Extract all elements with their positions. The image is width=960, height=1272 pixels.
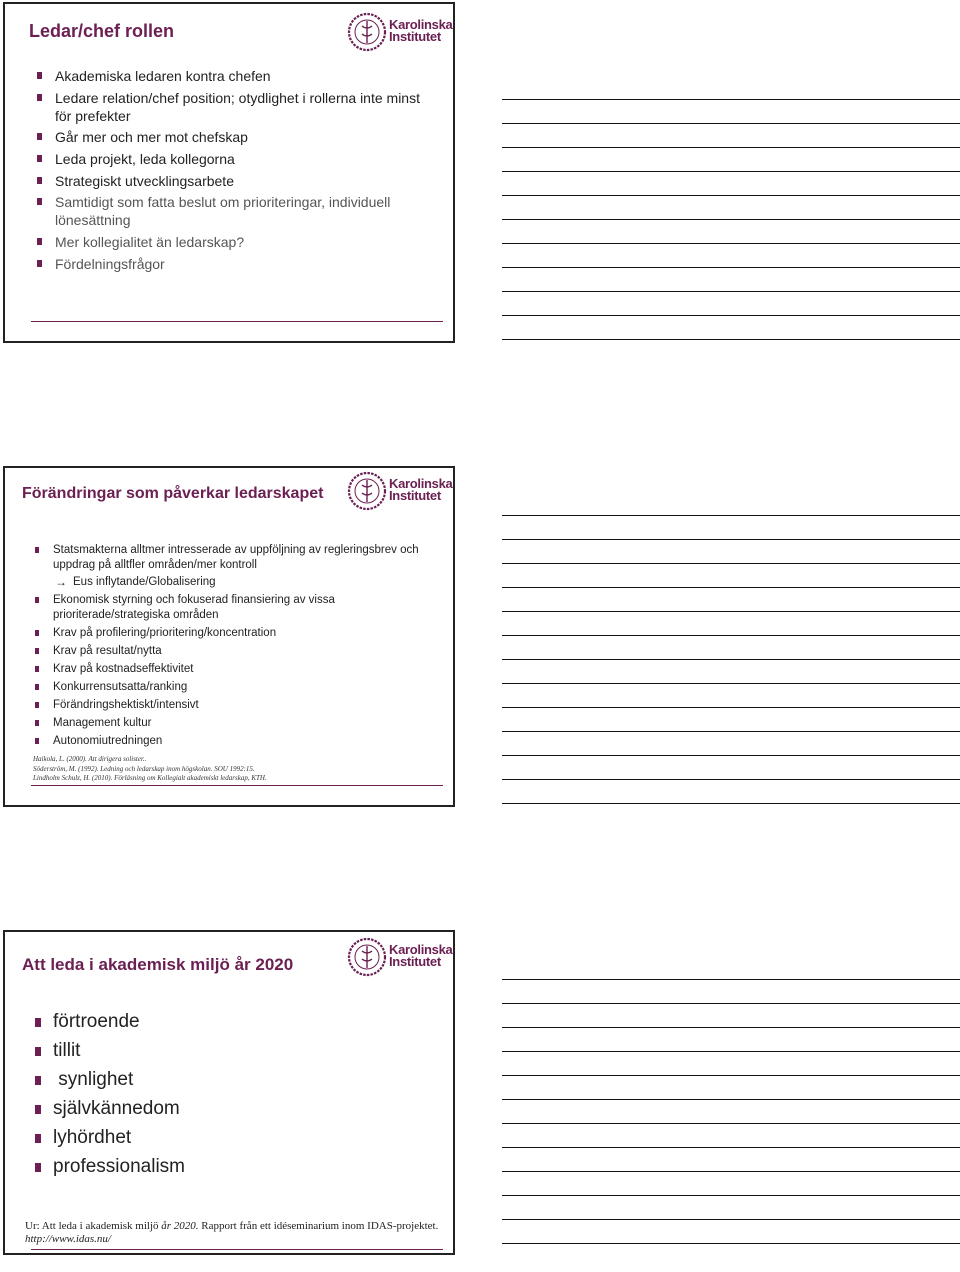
note-line [502,243,960,244]
list-item: Akademiska ledaren kontra chefen [37,67,437,85]
seal-icon [347,471,387,511]
note-line [502,267,960,268]
list-item: lyhördhet [35,1126,435,1150]
note-line [502,99,960,100]
note-line [502,339,960,340]
note-line [502,635,960,636]
slide-title: Förändringar som påverkar ledarskapet [22,485,324,502]
list-item: → Eus inflytande/Globalisering [55,575,216,589]
slide-2 [3,466,455,807]
arrow-right-icon: → [55,575,67,589]
seal-icon [347,12,387,52]
footer-divider [31,1249,443,1250]
list-item: självkännedom [35,1097,435,1121]
source-link[interactable]: http://www.idas.nu/ [25,1233,111,1245]
note-line [502,755,960,756]
note-line [502,291,960,292]
notes-lines [502,0,960,1272]
note-line [502,219,960,220]
note-line [502,123,960,124]
note-line [502,539,960,540]
bullet-list [35,543,445,752]
note-line [502,587,960,588]
list-item: Management kultur [35,716,445,731]
note-line [502,659,960,660]
reference: Söderström, M. (1992). Ledning och ledarskap inom högskolan. SOU 1992:15. [33,764,255,773]
note-line [502,779,960,780]
slide-3 [3,930,455,1255]
bullet-list [35,1010,435,1184]
footer-divider [31,321,443,322]
karolinska-logo [347,12,453,54]
karolinska-logo [347,937,453,979]
note-line [502,1003,960,1004]
list-item: Förändringshektiskt/intensivt [35,698,445,713]
note-line [502,1171,960,1172]
note-line [502,611,960,612]
source-note: Ur: Att leda i akademisk miljö år 2020. Rapport från ett idéseminarium inom IDAS-projektet. http://www.idas.nu/ [25,1220,439,1245]
slide-1 [3,2,455,343]
note-line [502,1219,960,1220]
note-line [502,1027,960,1028]
note-line [502,195,960,196]
list-item: förtroende [35,1010,435,1034]
note-line [502,803,960,804]
list-item: Konkurrensutsatta/ranking [35,680,445,695]
note-line [502,563,960,564]
note-line [502,683,960,684]
list-item: Krav på resultat/nytta [35,644,445,659]
note-line [502,731,960,732]
slide-title: Ledar/chef rollen [29,21,175,41]
list-item: Fördelningsfrågor [37,255,437,273]
list-item: Leda projekt, leda kollegorna [37,150,437,168]
list-item: Går mer och mer mot chefskap [37,128,437,146]
list-item: Statsmakterna alltmer intresserade av uppföljning av regleringsbrev och uppdrag på alltfler områden/mer kontroll [35,543,445,573]
seal-icon [347,937,387,977]
list-item: Autonomiutredningen [35,734,445,749]
list-item: Samtidigt som fatta beslut om prioriteringar, individuell lönesättning [37,193,437,229]
logo-wordmark: Karolinska Institutet [389,942,453,969]
note-line [502,1243,960,1244]
note-line [502,171,960,172]
list-item: Krav på kostnadseffektivitet [35,662,445,677]
slide-title: Att leda i akademisk miljö år 2020 [22,955,294,974]
karolinska-logo [347,471,453,513]
logo-wordmark: Karolinska Institutet [389,476,453,503]
note-line [502,515,960,516]
list-item: professionalism [35,1155,435,1179]
note-line [502,1075,960,1076]
footer-divider [31,785,443,786]
note-line [502,1195,960,1196]
note-line [502,1123,960,1124]
list-item: tillit [35,1039,435,1063]
reference: Lindholm Schulz, H. (2010). Förläsning om Kollegialt akademiskt ledarskap, KTH. [33,774,267,782]
note-line [502,1147,960,1148]
bullet-list [37,67,437,277]
note-line [502,1051,960,1052]
reference: Haikola, L. (2000). Att dirigera solister.. [33,755,147,763]
note-line [502,707,960,708]
note-line [502,147,960,148]
note-line [502,979,960,980]
references [33,755,267,784]
list-item: synlighet [35,1068,435,1092]
list-item: Krav på profilering/prioritering/koncentration [35,626,445,641]
list-item: Mer kollegialitet än ledarskap? [37,233,437,251]
list-item: Ledare relation/chef position; otydlighet i rollerna inte minst för prefekter [37,89,437,125]
list-item: Strategiskt utvecklingsarbete [37,172,437,190]
logo-wordmark: Karolinska Institutet [389,17,453,44]
note-line [502,315,960,316]
list-item: Ekonomisk styrning och fokuserad finansiering av vissa prioriterade/strategiska områden [35,593,445,623]
note-line [502,1099,960,1100]
